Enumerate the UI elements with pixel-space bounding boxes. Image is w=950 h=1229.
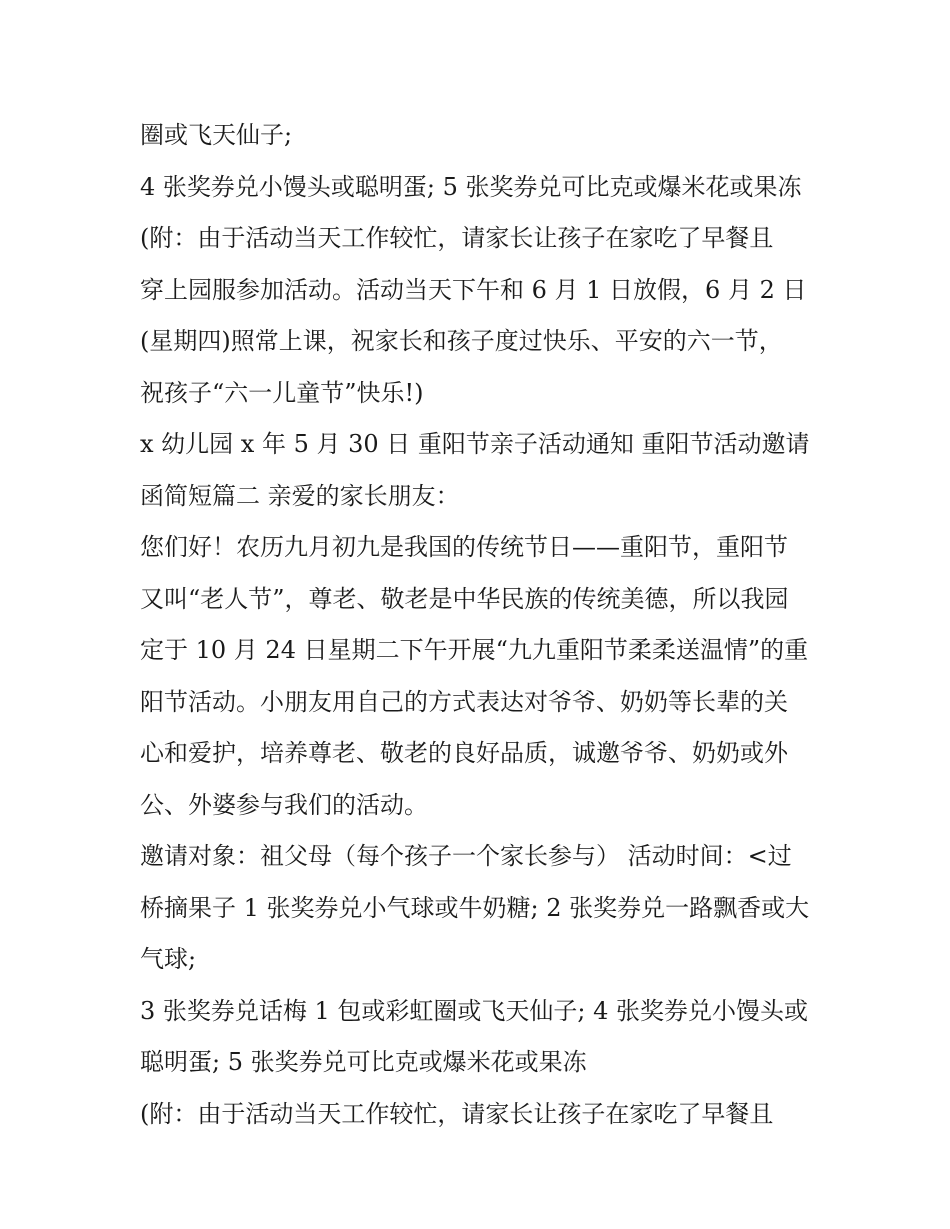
- text-line: 您们好！农历九月初九是我国的传统节日——重阳节，重阳节: [140, 533, 788, 561]
- text-line: 定于 10 月 24 日星期二下午开展“九九重阳节柔柔送温情”的重: [140, 636, 809, 664]
- text-line: (附：由于活动当天工作较忙，请家长让孩子在家吃了早餐且: [140, 224, 774, 252]
- text-line: (附：由于活动当天工作较忙，请家长让孩子在家吃了早餐且: [140, 1099, 774, 1128]
- text-line: (星期四)照常上课，祝家长和孩子度过快乐、平安的六一节，: [140, 327, 783, 355]
- text-line: 又叫“老人节”，尊老、敬老是中华民族的传统美德，所以我园: [140, 584, 789, 613]
- text-line: 聪明蛋; 5 张奖券兑可比克或爆米花或果冻: [140, 1048, 587, 1076]
- text-line: 公、外婆参与我们的活动。: [140, 790, 428, 819]
- text-line: 祝孩子“六一儿童节”快乐!): [140, 378, 424, 407]
- text-line: 3 张奖券兑话梅 1 包或彩虹圈或飞天仙子; 4 张奖券兑小馒头或: [140, 996, 809, 1025]
- text-line: 心和爱护，培养尊老、敬老的良好品质，诚邀爷爷、奶奶或外: [140, 739, 788, 767]
- text-line: 函简短篇二 亲爱的家长朋友：: [140, 481, 460, 510]
- text-line: 气球;: [140, 945, 197, 973]
- text-line: 桥摘果子 1 张奖券兑小气球或牛奶糖; 2 张奖券兑一路飘香或大: [140, 893, 810, 922]
- text-line: 邀请对象：祖父母（每个孩子一个家长参与） 活动时间：<过: [140, 842, 792, 870]
- text-line: 阳节活动。小朋友用自己的方式表达对爷爷、奶奶等长辈的关: [140, 687, 788, 716]
- text-line: x 幼儿园 x 年 5 月 30 日 重阳节亲子活动通知 重阳节活动邀请: [140, 430, 810, 458]
- text-line: 圈或飞天仙子;: [140, 121, 293, 149]
- text-line: 4 张奖券兑小馒头或聪明蛋; 5 张奖券兑可比克或爆米花或果冻: [140, 172, 802, 201]
- text-line: 穿上园服参加活动。活动当天下午和 6 月 1 日放假，6 月 2 日: [140, 275, 807, 304]
- document-body: [140, 110, 820, 1140]
